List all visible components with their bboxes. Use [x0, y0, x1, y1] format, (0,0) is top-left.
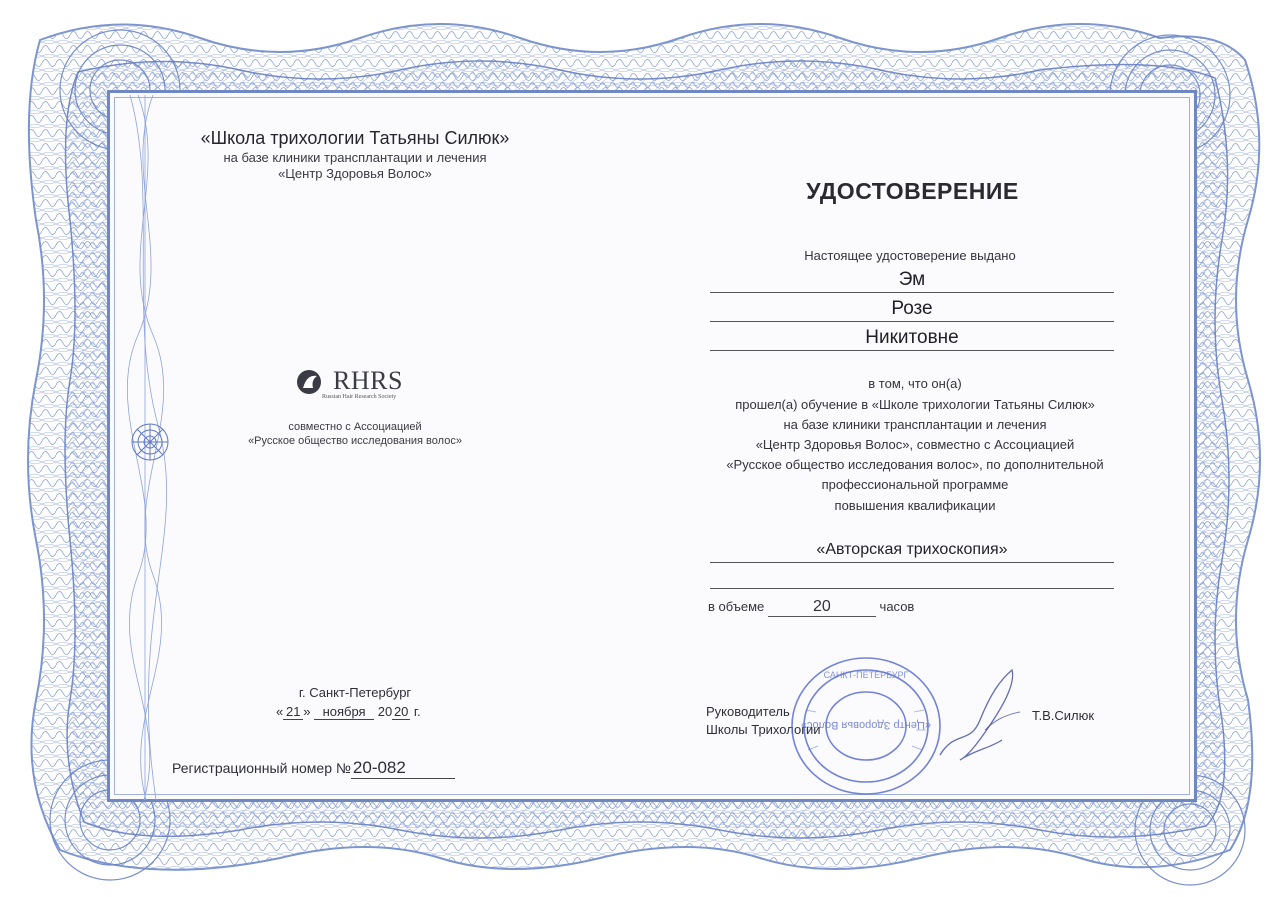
- association-line-2: «Русское общество исследования волос»: [248, 435, 462, 447]
- date-year-suffix: 20: [393, 704, 409, 719]
- handwritten-signature-icon: [930, 660, 1030, 770]
- issue-date: [276, 704, 421, 720]
- date-month: ноября: [314, 704, 374, 720]
- body-line: повышения квалификации: [834, 498, 996, 513]
- date-day: 21: [283, 704, 303, 720]
- signer-role-line-2: Школы Трихологии: [706, 722, 821, 737]
- body-line: «Русское общество исследования волос», по дополнительной: [726, 457, 1104, 472]
- body-line: на базе клиники трансплантации и лечения: [783, 417, 1047, 432]
- document-title: УДОСТОВЕРЕНИЕ: [806, 178, 1019, 204]
- date-quote-close: »: [303, 704, 311, 719]
- registration-number: [172, 758, 455, 779]
- rhrs-logo-text: RHRS: [333, 366, 403, 395]
- date-year-prefix: 20: [377, 704, 393, 719]
- school-clinic-name: «Центр Здоровья Волос»: [278, 166, 432, 181]
- registration-label: Регистрационный номер №: [172, 760, 351, 776]
- first-name-field: Розе: [710, 297, 1114, 322]
- body-line: прошел(а) обучение в «Школе трихологии Татьяны Силюк»: [735, 397, 1095, 412]
- hours-prefix: в объеме: [708, 599, 765, 614]
- date-year-unit: г.: [413, 704, 421, 719]
- body-line: профессиональной программе: [821, 477, 1009, 492]
- date-quote-open: «: [276, 704, 284, 719]
- hours-value: 20: [768, 598, 876, 617]
- association-line-1: совместно с Ассоциацией: [288, 421, 422, 433]
- rhrs-logo-subtitle: Russian Hair Research Society: [322, 394, 397, 400]
- body-line: «Центр Здоровья Волос», совместно с Ассоциацией: [755, 437, 1075, 452]
- city: г. Санкт-Петербург: [298, 685, 412, 700]
- patronymic-field: Никитовне: [710, 326, 1114, 351]
- course-name-field: «Авторская трихоскопия»: [710, 538, 1114, 563]
- registration-value: 20-082: [351, 758, 455, 779]
- hours-row: [708, 598, 914, 617]
- rosette-ornament: [128, 420, 172, 464]
- school-title: «Школа трихологии Татьяны Силюк»: [200, 128, 510, 148]
- stamp-center-text: «Центр Здоровья Волос»: [800, 719, 932, 731]
- course-blank-line: [710, 566, 1114, 589]
- school-subtitle: на базе клиники трансплантации и лечения: [223, 150, 487, 165]
- signer-name: Т.В.Силюк: [1032, 708, 1095, 723]
- surname-field: Эм: [710, 268, 1114, 293]
- issued-to-label: Настоящее удостоверение выдано: [804, 248, 1016, 263]
- body-line: в том, что он(а): [868, 376, 962, 391]
- signer-role-line-1: Руководитель: [706, 704, 790, 719]
- stamp-ring-text: САНКТ-ПЕТЕРБУРГ: [823, 670, 909, 680]
- hours-unit: часов: [879, 599, 915, 614]
- rhrs-logo-icon: [295, 368, 327, 396]
